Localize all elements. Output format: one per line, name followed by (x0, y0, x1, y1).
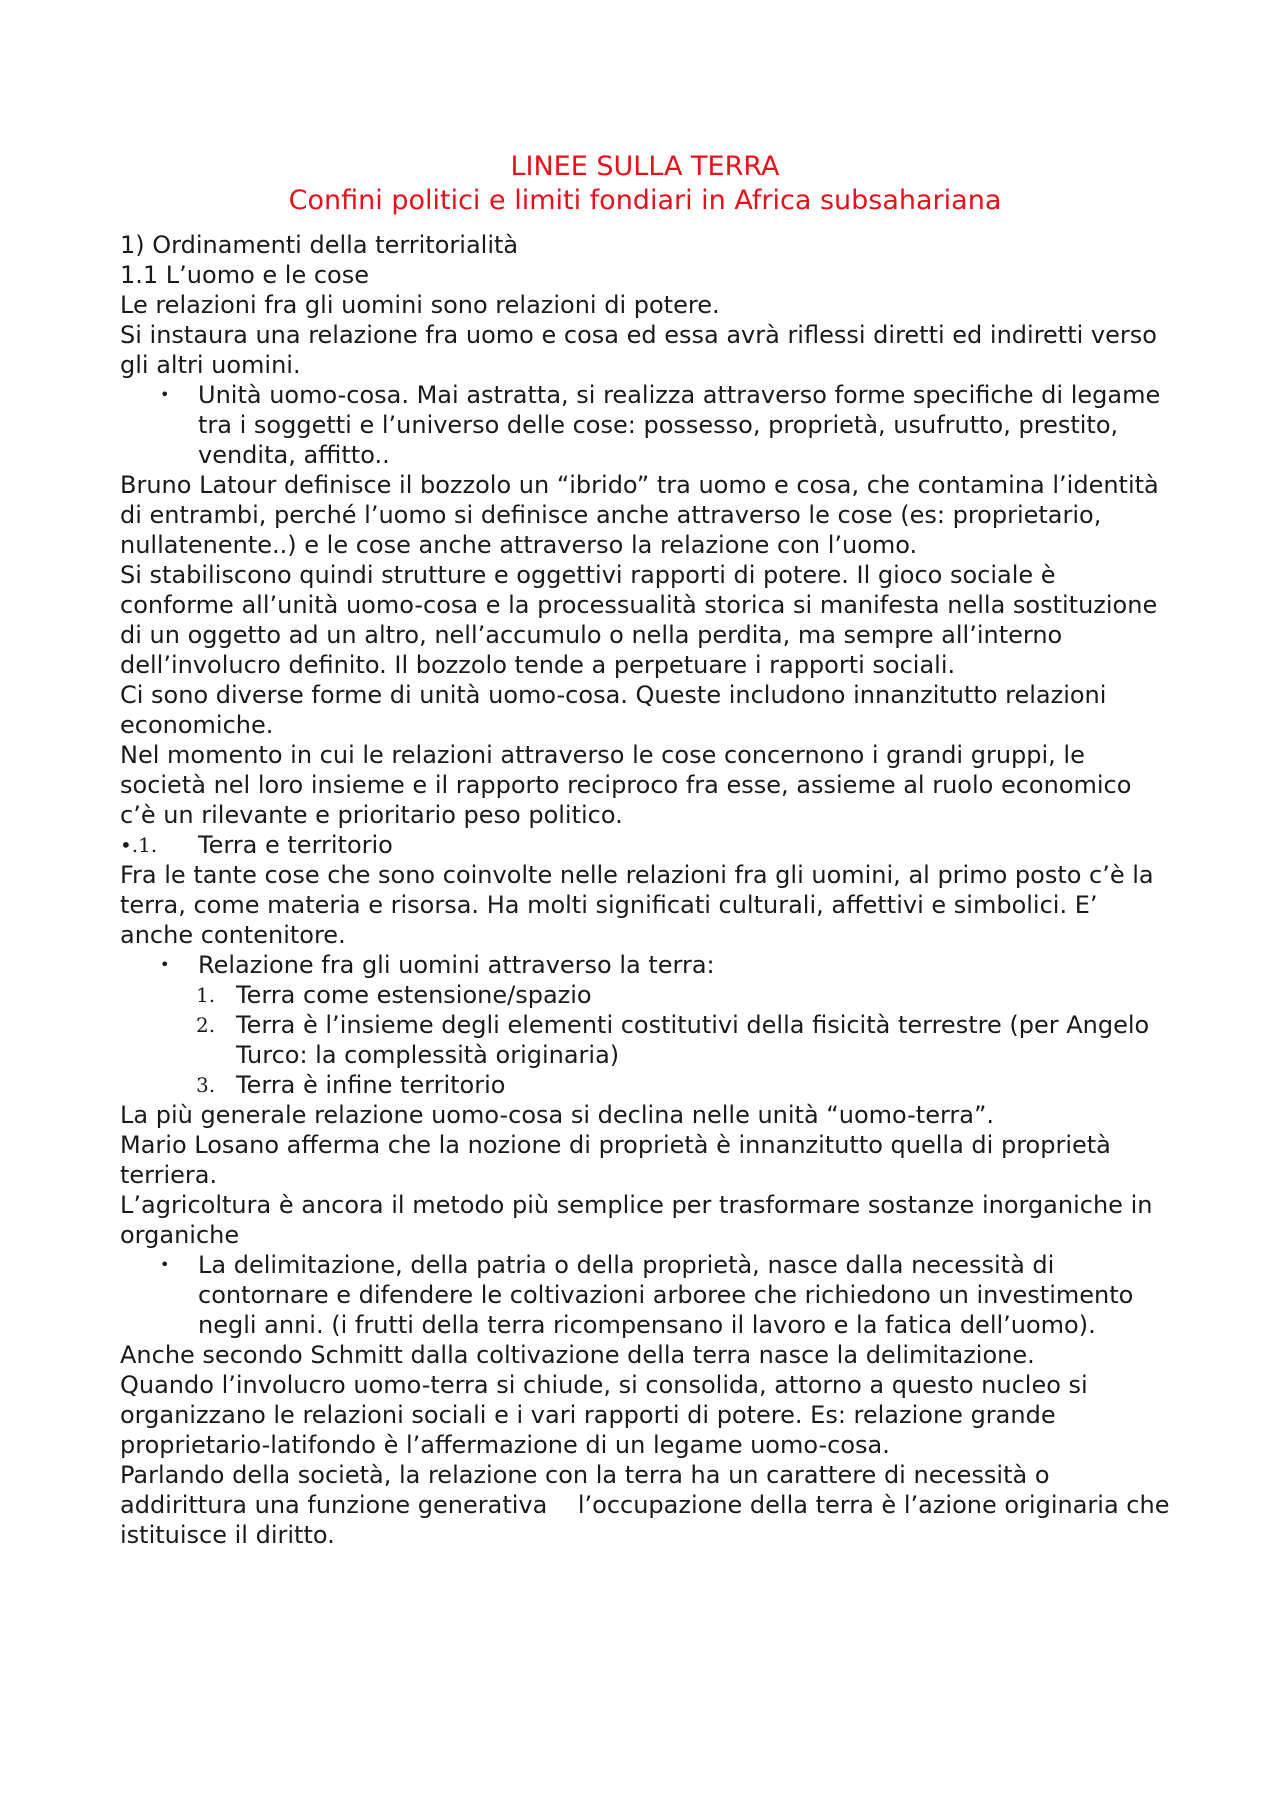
bullet-marker: • (160, 1255, 170, 1274)
paragraph: Parlando della società, la relazione con la terra ha un carattere di necessità o addirittura una funzione generativa l’occupazione della terra è l’azione originaria che istituisce il diritto. (120, 1461, 1178, 1549)
bullet-marker: • (160, 955, 170, 974)
paragraph: La più generale relazione uomo-cosa si declina nelle unità “uomo-terra”. (120, 1101, 995, 1129)
document-subtitle: Confini politici e limiti fondiari in Africa subsahariana (288, 185, 1002, 216)
list-number: 1. (196, 983, 216, 1007)
list-number: 2. (196, 1013, 216, 1037)
bullet-text: La delimitazione, della patria o della proprietà, nasce dalla necessità di contornare e difendere le coltivazioni arboree che richiedono un investimento negli anni. (i frutti della terra ricompensano il lavoro e la fatica dell’uomo). (198, 1251, 1134, 1339)
document-title: LINEE SULLA TERRA (510, 151, 780, 182)
paragraph: Anche secondo Schmitt dalla coltivazione della terra nasce la delimitazione. (120, 1341, 1035, 1369)
list-number: 3. (196, 1073, 216, 1097)
subsection-heading: 1.1 L’uomo e le cose (120, 261, 369, 289)
bullet-text: Relazione fra gli uomini attraverso la terra: (198, 951, 715, 979)
numbered-item (120, 1070, 1170, 1100)
subsection-marker: •.1. (120, 833, 158, 857)
paragraph: L’agricoltura è ancora il metodo più semplice per trasformare sostanze inorganiche in organiche (120, 1191, 1153, 1249)
subsection-title: Terra e territorio (198, 831, 393, 859)
list-text: Terra è infine territorio (236, 1071, 506, 1099)
paragraph: Si stabiliscono quindi strutture e oggettivi rapporti di potere. Il gioco sociale è conforme all’unità uomo-cosa e la processualità storica si manifesta nella sostituzione di un oggetto ad un altro, nell’accumulo o nella perdita, ma sempre all’interno dell’involucro definito. Il bozzolo tende a perpetuare i rapporti sociali. (120, 561, 1158, 679)
bullet-item (120, 1250, 1170, 1340)
bullet-text: Unità uomo-cosa. Mai astratta, si realizza attraverso forme specifiche di legame tra i soggetti e l’universo delle cose: possesso, proprietà, usufrutto, prestito, vendita, affitto.. (198, 381, 1161, 469)
paragraph: Quando l’involucro uomo-terra si chiude, si consolida, attorno a questo nucleo si organizzano le relazioni sociali e i vari rapporti di potere. Es: relazione grande proprietario-latifondo è l’affermazione di un legame uomo-cosa. (120, 1371, 1088, 1459)
bullet-item (120, 950, 1170, 980)
document-page (120, 150, 1178, 1550)
numbered-item (120, 1010, 1170, 1070)
numbered-item (120, 980, 1170, 1010)
section-heading: 1) Ordinamenti della territorialità (120, 231, 519, 259)
paragraph: Mario Losano afferma che la nozione di proprietà è innanzitutto quella di proprietà terriera. (120, 1131, 1111, 1189)
subsection-heading (120, 830, 1170, 860)
paragraph: Bruno Latour definisce il bozzolo un “ibrido” tra uomo e cosa, che contamina l’identità di entrambi, perché l’uomo si definisce anche attraverso le cose (es: proprietario, nullatenente..) e le cose anche attraverso la relazione con l’uomo. (120, 471, 1159, 559)
paragraph: Nel momento in cui le relazioni attraverso le cose concernono i grandi gruppi, le società nel loro insieme e il rapporto reciproco fra esse, assieme al ruolo economico c’è un rilevante e prioritario peso politico. (120, 741, 1132, 829)
title-spacer (120, 218, 1170, 230)
bullet-marker: • (160, 385, 170, 404)
paragraph: Si instaura una relazione fra uomo e cosa ed essa avrà riflessi diretti ed indiretti verso gli altri uomini. (120, 321, 1157, 379)
bullet-item (120, 380, 1170, 470)
list-text: Terra come estensione/spazio (236, 981, 592, 1009)
paragraph: Fra le tante cose che sono coinvolte nelle relazioni fra gli uomini, al primo posto c’è la terra, come materia e risorsa. Ha molti significati culturali, affettivi e simbolici. E’ anche contenitore. (120, 861, 1154, 949)
paragraph: Ci sono diverse forme di unità uomo-cosa. Queste includono innanzitutto relazioni economiche. (120, 681, 1107, 739)
paragraph: Le relazioni fra gli uomini sono relazioni di potere. (120, 291, 720, 319)
list-text: Terra è l’insieme degli elementi costitutivi della fisicità terrestre (per Angelo Turco: la complessità originaria) (236, 1011, 1150, 1069)
